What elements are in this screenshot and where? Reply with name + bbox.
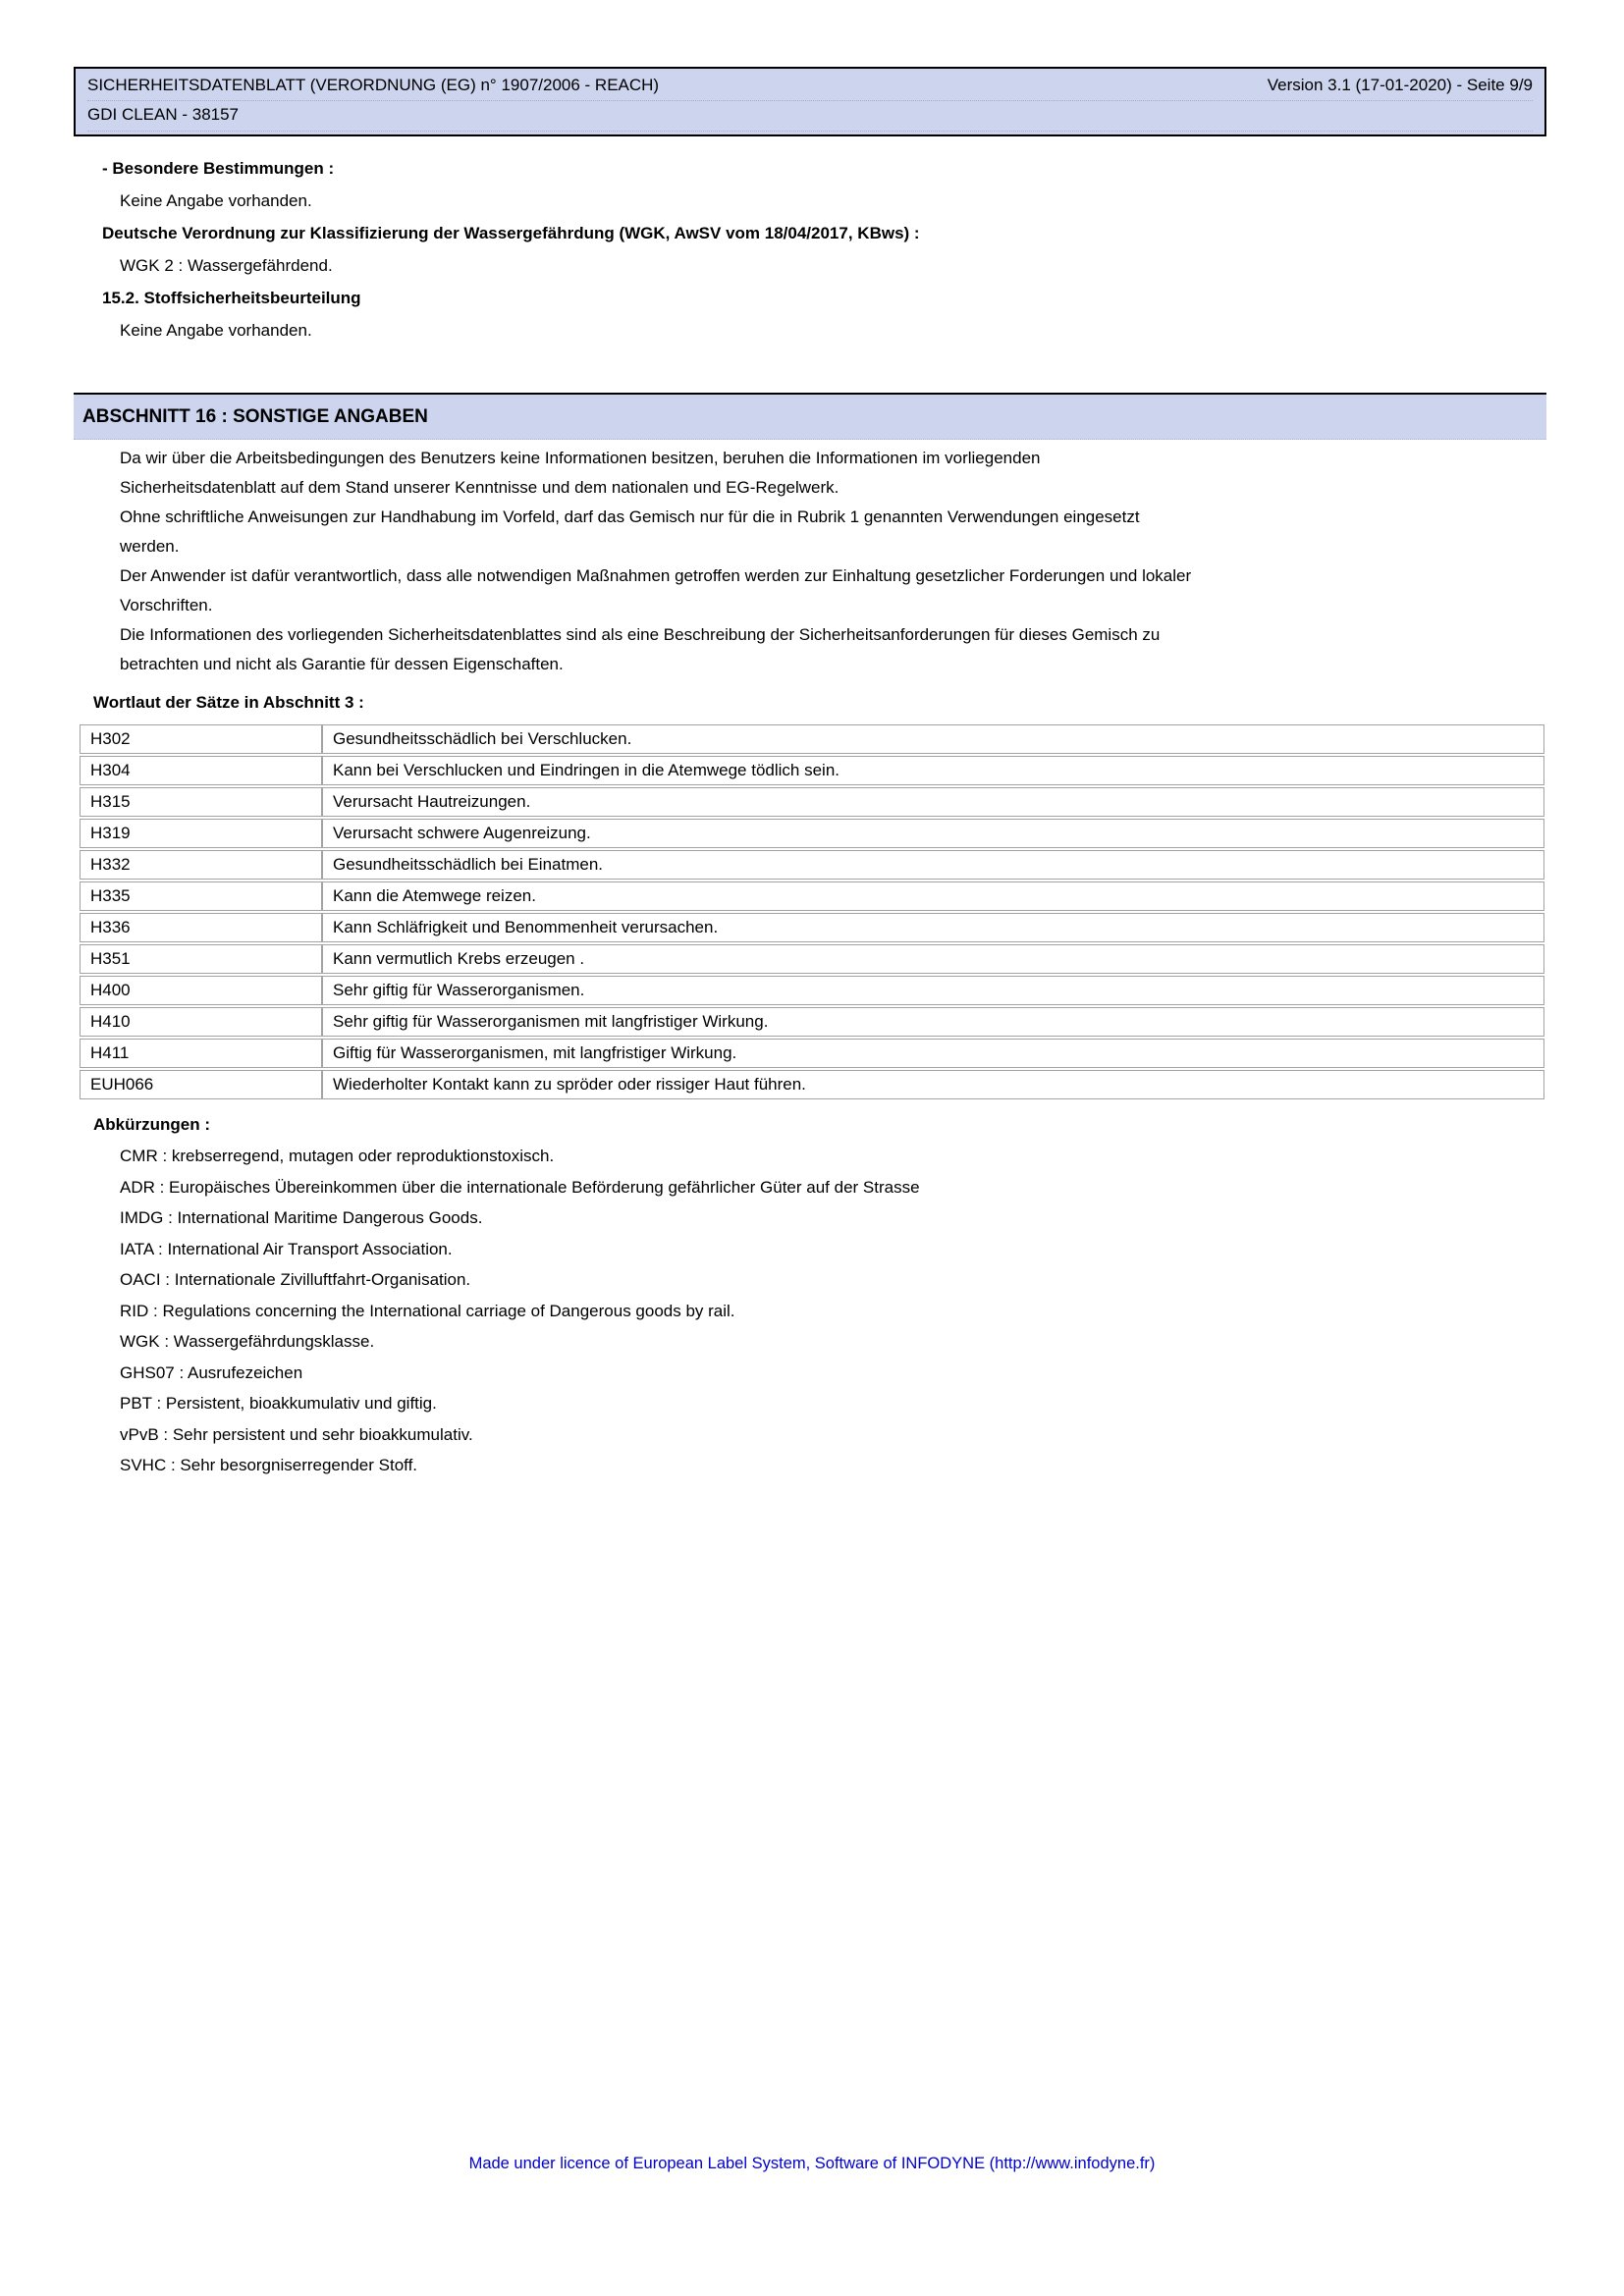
abbreviation-line: GHS07 : Ausrufezeichen: [120, 1362, 303, 1382]
abbreviation-line: ADR : Europäisches Übereinkommen über die internationale Beförderung gefährlicher Güter auf der Strasse: [120, 1177, 920, 1197]
hazard-table-row: [80, 724, 1544, 754]
hazard-table-row: [80, 1070, 1544, 1099]
section-16-banner: ABSCHNITT 16 : SONSTIGE ANGABEN: [74, 393, 1546, 440]
abbreviation-line: IATA : International Air Transport Association.: [120, 1239, 453, 1258]
document-header-box: [74, 67, 1546, 136]
hazard-code-cell: H411: [80, 1039, 322, 1068]
hazard-text-cell: Gesundheitsschädlich bei Einatmen.: [322, 850, 1544, 880]
hazard-code-cell: H336: [80, 913, 322, 942]
paragraph-line: Sicherheitsdatenblatt auf dem Stand unserer Kenntnisse und dem nationalen und EG-Regelwerk.: [120, 478, 839, 497]
hazard-table-row: [80, 881, 1544, 911]
stoffsicherheitsbeurteilung-heading: 15.2. Stoffsicherheitsbeurteilung: [102, 289, 361, 307]
hazard-code-cell: H400: [80, 976, 322, 1005]
hazard-text-cell: Kann vermutlich Krebs erzeugen .: [322, 944, 1544, 974]
abbreviation-line: IMDG : International Maritime Dangerous Goods.: [120, 1208, 483, 1227]
hazard-code-cell: H304: [80, 756, 322, 785]
hazard-code-cell: H335: [80, 881, 322, 911]
hazard-code-cell: H319: [80, 819, 322, 848]
abbreviation-line: RID : Regulations concerning the International carriage of Dangerous goods by rail.: [120, 1301, 735, 1320]
hazard-text-cell: Sehr giftig für Wasserorganismen mit langfristiger Wirkung.: [322, 1007, 1544, 1037]
abkuerzungen-heading: Abkürzungen :: [93, 1115, 210, 1134]
section-16-paragraphs: [74, 444, 1546, 679]
page-content: [74, 67, 1546, 1481]
footer-licence-link[interactable]: Made under licence of European Label System, Software of INFODYNE (http://www.infodyne.fr): [468, 2155, 1156, 2172]
wgk-heading: Deutsche Verordnung zur Klassifizierung der Wassergefährdung (WGK, AwSV vom 18/04/2017, KBws) :: [102, 224, 920, 242]
header-row-product: [87, 101, 1533, 132]
hazard-text-cell: Verursacht schwere Augenreizung.: [322, 819, 1544, 848]
stoffsicherheitsbeurteilung-value: Keine Angabe vorhanden.: [120, 321, 312, 340]
abbreviation-line: WGK : Wassergefährdungsklasse.: [120, 1332, 375, 1351]
hazard-text-cell: Verursacht Hautreizungen.: [322, 787, 1544, 817]
hazard-text-cell: Wiederholter Kontakt kann zu spröder oder rissiger Haut führen.: [322, 1070, 1544, 1099]
hazard-table-row: [80, 1007, 1544, 1037]
hazard-text-cell: Gesundheitsschädlich bei Verschlucken.: [322, 724, 1544, 754]
abbreviations-list: [74, 1141, 1546, 1481]
hazard-code-cell: H315: [80, 787, 322, 817]
hazard-code-cell: H410: [80, 1007, 322, 1037]
hazard-code-cell: EUH066: [80, 1070, 322, 1099]
hazard-table-row: [80, 976, 1544, 1005]
document-title: SICHERHEITSDATENBLATT (VERORDNUNG (EG) n° 1907/2006 - REACH): [87, 76, 660, 94]
hazard-table-row: [80, 850, 1544, 880]
paragraph-line: betrachten und nicht als Garantie für dessen Eigenschaften.: [120, 655, 564, 673]
hazard-table-row: [80, 787, 1544, 817]
hazard-table-row: [80, 1039, 1544, 1068]
hazard-phrase-table: [80, 722, 1544, 1101]
paragraph-line: werden.: [120, 537, 180, 556]
hazard-table-row: [80, 913, 1544, 942]
abbreviation-line: CMR : krebserregend, mutagen oder reproduktionstoxisch.: [120, 1147, 555, 1165]
section-15-remainder: [74, 152, 1546, 347]
wgk-value: WGK 2 : Wassergefährdend.: [120, 256, 333, 275]
hazard-text-cell: Kann bei Verschlucken und Eindringen in die Atemwege tödlich sein.: [322, 756, 1544, 785]
version-page-info: Version 3.1 (17-01-2020) - Seite 9/9: [1267, 76, 1533, 94]
hazard-table-body: [80, 724, 1544, 1099]
paragraph-line: Die Informationen des vorliegenden Sicherheitsdatenblattes sind als eine Beschreibung der Sicherheitsanforderungen für dieses Gemisch zu: [120, 625, 1161, 644]
besondere-bestimmungen-label: - Besondere Bestimmungen :: [102, 159, 335, 178]
paragraph-line: Da wir über die Arbeitsbedingungen des Benutzers keine Informationen besitzen, beruhen die Informationen im vorliegenden: [120, 449, 1041, 467]
hazard-text-cell: Giftig für Wasserorganismen, mit langfristiger Wirkung.: [322, 1039, 1544, 1068]
besondere-bestimmungen-value: Keine Angabe vorhanden.: [120, 191, 312, 210]
hazard-code-cell: H351: [80, 944, 322, 974]
hazard-code-cell: H302: [80, 724, 322, 754]
product-name: GDI CLEAN - 38157: [87, 105, 240, 124]
hazard-text-cell: Kann die Atemwege reizen.: [322, 881, 1544, 911]
abbreviation-line: vPvB : Sehr persistent und sehr bioakkumulativ.: [120, 1424, 473, 1444]
hazard-table-row: [80, 819, 1544, 848]
paragraph-line: Vorschriften.: [120, 596, 213, 614]
abbreviation-line: PBT : Persistent, bioakkumulativ und giftig.: [120, 1394, 437, 1413]
hazard-text-cell: Sehr giftig für Wasserorganismen.: [322, 976, 1544, 1005]
abbreviation-line: SVHC : Sehr besorgniserregender Stoff.: [120, 1456, 418, 1474]
hazard-table-row: [80, 944, 1544, 974]
hazard-code-cell: H332: [80, 850, 322, 880]
wortlaut-heading: Wortlaut der Sätze in Abschnitt 3 :: [93, 693, 364, 712]
paragraph-line: Ohne schriftliche Anweisungen zur Handhabung im Vorfeld, darf das Gemisch nur für die in Rubrik 1 genannten Verwendungen eingesetzt: [120, 507, 1140, 526]
paragraph-line: Der Anwender ist dafür verantwortlich, dass alle notwendigen Maßnahmen getroffen werden zur Einhaltung gesetzlicher Forderungen und lokaler: [120, 566, 1192, 585]
hazard-text-cell: Kann Schläfrigkeit und Benommenheit verursachen.: [322, 913, 1544, 942]
hazard-table-row: [80, 756, 1544, 785]
header-row-title: [87, 71, 1533, 101]
abbreviation-line: OACI : Internationale Zivilluftfahrt-Organisation.: [120, 1270, 471, 1289]
